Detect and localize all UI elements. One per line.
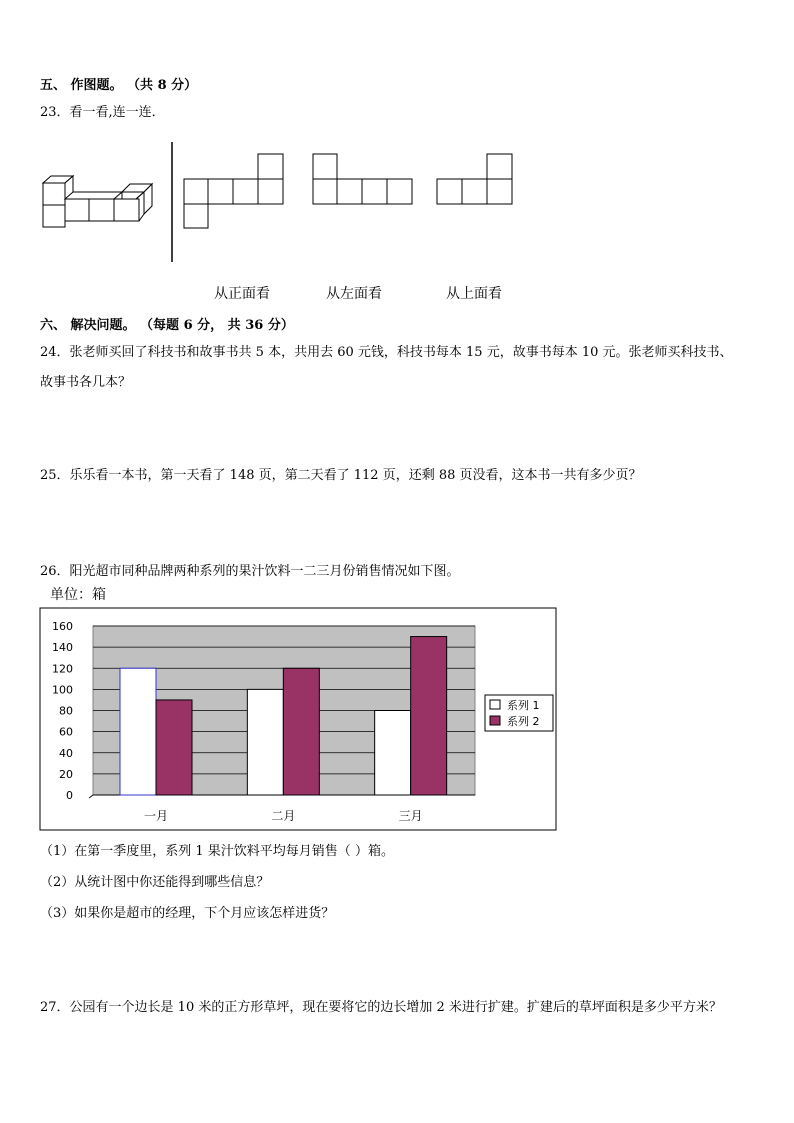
question-23: 23．看一看,连一连． bbox=[40, 105, 165, 120]
view-label-left: 从左面看 bbox=[326, 286, 382, 302]
bar bbox=[247, 689, 283, 795]
chart-unit-label: 单位：箱 bbox=[50, 587, 106, 603]
legend-swatch bbox=[490, 716, 500, 725]
x-tick-label: 一月 bbox=[143, 809, 169, 823]
y-tick-label: 140 bbox=[52, 641, 73, 655]
bar bbox=[156, 700, 192, 795]
legend-label: 系列 1 bbox=[507, 699, 540, 712]
question-24-line-2: 故事书各几本？ bbox=[40, 375, 132, 390]
y-tick-label: 40 bbox=[59, 746, 73, 760]
question-26-part-3: （3）如果你是超市的经理，下个月应该怎样进货？ bbox=[40, 906, 335, 921]
y-tick-label: 20 bbox=[59, 767, 73, 781]
y-tick-label: 160 bbox=[52, 620, 73, 633]
bar bbox=[411, 637, 447, 795]
question-25: 25．乐乐看一本书，第一天看了 148 页，第二天看了 112 页，还剩 88 页没看，这本书一共有多少页？ bbox=[40, 468, 642, 483]
question-26-part-2: （2）从统计图中你还能得到哪些信息？ bbox=[40, 875, 270, 890]
question-27: 27．公园有一个边长是 10 米的正方形草坪，现在要将它的边长增加 2 米进行扩建。扩建后的草坪面积是多少平方米？ bbox=[40, 1000, 722, 1015]
section-6-title: 六、 解决问题。 （每题 6 分， 共 36 分） bbox=[40, 318, 294, 333]
x-tick-label: 三月 bbox=[398, 809, 423, 823]
y-tick-label: 100 bbox=[52, 683, 73, 697]
question-26: 26．阳光超市同种品牌两种系列的果汁饮料一二三月份销售情况如下图。 bbox=[40, 564, 460, 579]
legend-label: 系列 2 bbox=[507, 715, 540, 728]
y-tick-label: 80 bbox=[59, 704, 73, 718]
question-26-part-1: （1）在第一季度里，系列 1 果汁饮料平均每月销售（ ）箱。 bbox=[40, 844, 394, 859]
bar bbox=[283, 668, 319, 795]
x-tick-label: 二月 bbox=[271, 809, 296, 823]
bar bbox=[120, 668, 156, 795]
bar bbox=[375, 711, 411, 796]
view-label-front: 从正面看 bbox=[214, 286, 270, 302]
question-24-line-1: 24．张老师买回了科技书和故事书共 5 本，共用去 60 元钱，科技书每本 15 元，故事书每本 10 元。张老师买科技书、 bbox=[40, 345, 733, 360]
legend-swatch bbox=[490, 700, 500, 709]
y-tick-label: 120 bbox=[52, 662, 73, 676]
y-tick-label: 0 bbox=[66, 789, 73, 802]
view-label-top: 从上面看 bbox=[446, 286, 502, 302]
y-tick-label: 60 bbox=[59, 725, 73, 739]
section-5-title: 五、 作图题。 （共 8 分） bbox=[40, 78, 198, 93]
